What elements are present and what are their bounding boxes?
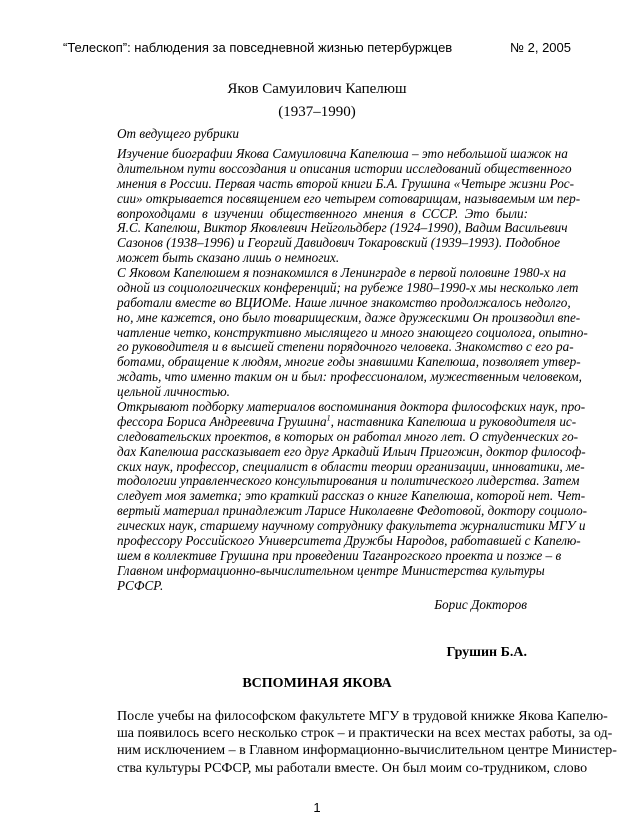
intro-paragraph-3 [117, 399, 588, 594]
text-line: После учебы на философском факультете МГУ в трудовой книжке Якова Капелю- [117, 709, 608, 724]
text-line: С Яковом Капелюшем я познакомился в Ленинграде в первой половине 1980-х на [117, 265, 567, 280]
intro-paragraph-2 [117, 265, 588, 400]
text-line: профессору Российского Университета Дружбы Народов, работавшей с Капелю- [117, 533, 581, 549]
signature: Борис Докторов [434, 597, 527, 612]
article-title: ВСПОМИНАЯ ЯКОВА [242, 676, 392, 691]
text-line: ним исключением – в Главном информационно-вычислительном центре Министер- [117, 743, 617, 759]
page-number: 1 [313, 800, 321, 815]
text-line: фессора Бориса Андреевича Грушина$^1$, наставника Капелюша и руководителя ис- [117, 413, 577, 429]
text-line: но, мне кажется, оно было товарищеским, даже дружескими Он производил впе- [117, 309, 581, 325]
text-line: ства культуры РСФСР, мы работали вместе. Он был моим со-трудником, слово [117, 760, 588, 776]
text-line: работали вместе во ВЦИОМе. Наше личное знакомство продолжалось недолго, [117, 294, 571, 310]
text-line: может быть сказано лишь о немногих. [117, 250, 340, 266]
text-line: гических наук, старшему научному сотруднику факультета журналистики МГУ и [117, 518, 586, 534]
issue-number: № 2, 2005 [510, 40, 571, 55]
intro-paragraph-1 [117, 146, 581, 266]
text-line: чатление четко, конструктивно мыслящего и много знающего социолога, опытно- [117, 324, 588, 340]
text-line: ботами, обращение к людям, многие годы знавшими Капелюша, позволяет утвер- [117, 354, 581, 370]
text-line: шем в коллективе Грушина при проведении Таганрогского проекта и позже – в [117, 547, 562, 563]
text-line: сии» открывается посвящением его четырем сотоварищам, называемым им пер- [117, 190, 581, 206]
life-years: (1937–1990) [278, 104, 356, 120]
author-name: Грушин Б.А. [446, 645, 527, 660]
text-line: ша появилось всего несколько строк – и практически на всех местах работы, за од- [117, 726, 613, 742]
page-title: Яков Самуилович Капелюш [227, 81, 407, 97]
text-line: Сазонов (1938–1996) и Георгий Давидович Токаровский (1939–1993). Подобное [117, 235, 561, 251]
footnote-marker[interactable]: 1 [326, 413, 331, 423]
text-line: следует моя заметка; это краткий рассказ о книге Капелюша, которой нет. Чет- [117, 488, 586, 504]
text-line: Открывают подборку материалов воспоминания доктора философских наук, про- [117, 399, 586, 414]
text-line: дах Капелюша рассказывает его друг Аркадий Ильич Пригожин, доктор философ- [117, 443, 586, 459]
text-line: Изучение биографии Якова Самуиловича Капелюша – это небольшой шажок на [117, 146, 568, 161]
text-line: тодологии управленческого консультирования и политического лидерства. Затем [117, 473, 580, 489]
text-line: Я.С. Капелюш, Виктор Яковлевич Нейгольдберг (1924–1990), Вадим Васильевич [117, 220, 568, 236]
text-line: вертый материал принадлежит Ларисе Николаевне Федотовой, доктору социоло- [117, 503, 588, 519]
text-line: длительном пути воссоздания и описания истории исследований общественного [117, 160, 572, 176]
text-line: ждать, что именно таким он и был: профессионалом, мужественным человеком, [117, 369, 582, 385]
journal-title: “Телескоп”: наблюдения за повседневной жизнью петербуржцев [63, 40, 453, 55]
text-line: ских наук, профессор, специалист в области теории организации, инноватики, ме- [117, 458, 585, 474]
rubric-label: От ведущего рубрики [117, 126, 239, 141]
body-paragraph [117, 708, 617, 777]
text-line: мнения в России. Первая часть второй книги Б.А. Грушина «Четыре жизни Рос- [117, 175, 575, 191]
text-line: Главном информационно-вычислительном центре Министерства культуры [117, 562, 545, 578]
text-line: одной из социологических конференций; на рубеже 1980–1990-х мы несколько лет [117, 279, 579, 295]
text-line: вопроходцами в изучении общественного мнения в СССР. Это были: [117, 205, 528, 221]
text-line: го руководителя и в высшей степени порядочного человека. Знакомство с его ра- [117, 339, 574, 355]
running-header [63, 40, 571, 55]
text-line: РСФСР. [117, 577, 164, 593]
text-line: следовательских проектов, в которых он работал много лет. О студенческих го- [117, 428, 579, 444]
text-line: цельной личностью. [117, 384, 230, 400]
